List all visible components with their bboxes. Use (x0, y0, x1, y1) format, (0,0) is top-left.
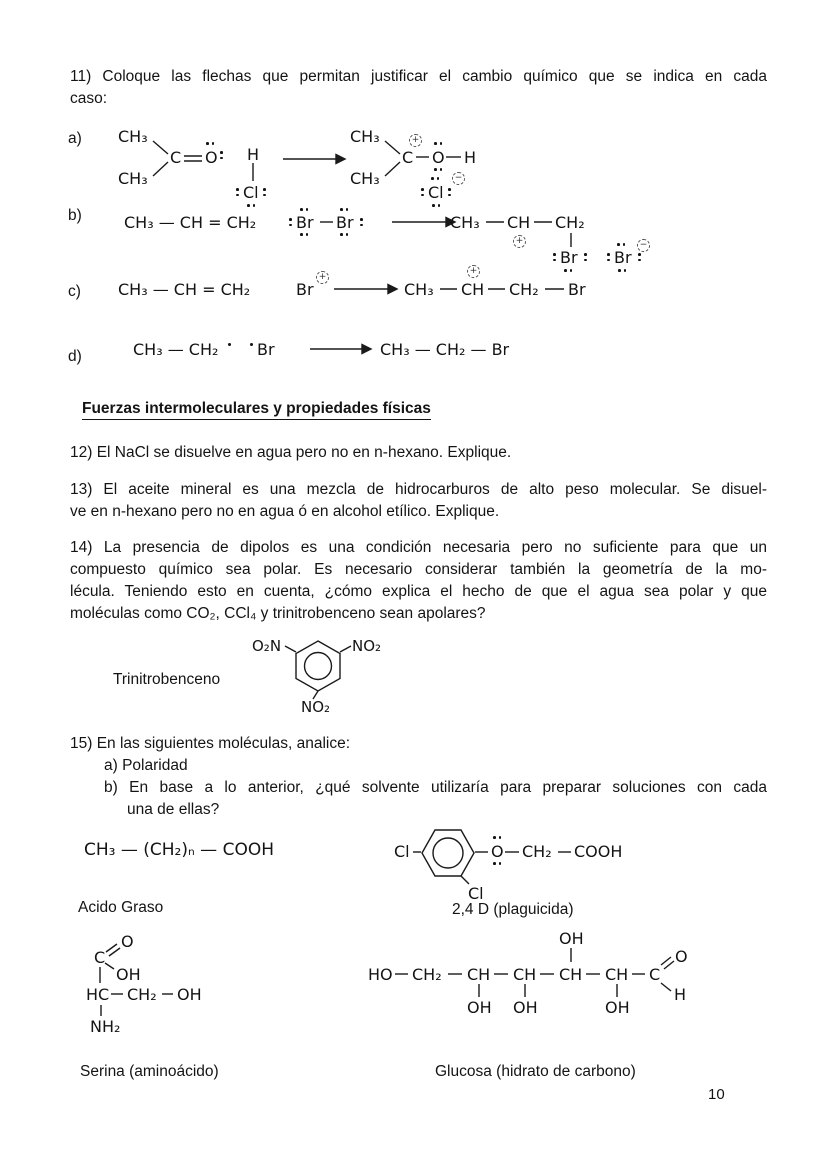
question-12-text (70, 442, 767, 464)
lone-pair-dots (236, 188, 239, 196)
lone-pair-dots (340, 208, 348, 211)
atom-ch: CH (467, 965, 491, 984)
atom-cl: Cl (243, 183, 259, 202)
question-15b-text (104, 777, 767, 821)
lone-pair-dots (360, 218, 363, 226)
atom-cl: Cl (468, 884, 484, 903)
molecule-label-24d: 2,4 D (plaguicida) (452, 901, 574, 918)
atom-o: O (675, 947, 688, 966)
atom-ch: CH (559, 965, 583, 984)
atom-o: O (121, 932, 134, 951)
atom-ch: CH (507, 213, 531, 232)
atom-c: C (94, 948, 106, 967)
question-15a-text (104, 755, 767, 777)
question-15-text (70, 733, 767, 755)
reaction-c-label: c) (68, 283, 81, 300)
atom-br: Br (296, 213, 314, 232)
lone-pair-dots (434, 142, 442, 145)
question-13-line: ve en n-hexano pero no en agua ó en alcohol etílico. Explique. (70, 503, 500, 520)
formula-propene: CH₃ — CH = CH₂ (124, 213, 257, 232)
formula-propene: CH₃ — CH = CH₂ (118, 280, 251, 299)
question-14-line: 14) La presencia de dipolos es una condición necesaria pero no suficiente para que un (70, 539, 767, 556)
lone-pair-dots (300, 233, 308, 236)
atom-oh: OH (605, 998, 630, 1017)
atom-br: Br (560, 248, 578, 267)
question-15a-line: a) Polaridad (104, 757, 188, 774)
atom-br: Br (296, 280, 314, 299)
atom-cl: Cl (394, 842, 410, 861)
atom-no2: NO₂ (352, 637, 382, 655)
atom-oh: OH (116, 965, 141, 984)
lone-pair-dots (493, 862, 501, 865)
lone-pair-dots (220, 151, 223, 159)
bond-line (461, 876, 469, 884)
atom-oh: OH (177, 985, 202, 1004)
atom-ch3: CH₃ (118, 127, 148, 146)
atom-br: Br (336, 213, 354, 232)
reaction-arrow (392, 218, 455, 227)
formula-fatty-acid: CH₃ — (CH₂)ₙ — COOH (84, 840, 275, 860)
question-14-text (70, 537, 767, 625)
plus-charge: + (513, 235, 526, 248)
atom-nh2: NH₂ (90, 1017, 121, 1036)
reaction-b-label: b) (68, 207, 82, 224)
atom-c: C (170, 148, 182, 167)
atom-br: Br (568, 280, 586, 299)
atom-ch2: CH₂ (509, 280, 539, 299)
lone-pair-dots (431, 177, 439, 180)
atom-h: H (247, 145, 260, 164)
bond-line (285, 646, 296, 652)
question-11-line: 11) Coloque las flechas que permitan justificar el cambio químico que se indica en cada (70, 68, 767, 85)
atom-br: Br (257, 340, 275, 359)
question-14-line: compuesto químico sea polar. Es necesario considerar también la geometría de la mo- (70, 561, 767, 578)
question-14-line: moléculas como CO₂, CCl₄ y trinitrobenceno sean apolares? (70, 605, 486, 622)
lone-pair-dots (618, 269, 626, 272)
section-heading: Fuerzas intermoleculares y propiedades físicas (82, 400, 431, 420)
benzene-ring (296, 641, 340, 691)
bond-line (105, 963, 114, 969)
lone-pair-dots (421, 188, 424, 196)
benzene-ring-circle (433, 838, 463, 868)
question-15b-line: una de ellas? (127, 801, 220, 818)
lone-pair-dots (206, 142, 214, 145)
atom-ch: CH (513, 965, 537, 984)
lone-pair-dots (289, 218, 292, 226)
question-12-line: 12) El NaCl se disuelve en agua pero no en n-hexano. Explique. (70, 444, 512, 461)
atom-ch2: CH₂ (522, 842, 552, 861)
lone-pair-dots (434, 168, 442, 171)
lone-pair-dots (564, 269, 572, 272)
lone-pair-dots (553, 253, 556, 261)
formula-bromoethane: CH₃ — CH₂ — Br (380, 340, 510, 359)
lone-pair-dots (584, 253, 587, 261)
bond-line (661, 983, 671, 991)
lone-pair-dots (607, 253, 610, 261)
lone-pair-dots (448, 188, 451, 196)
bond-line (340, 646, 351, 652)
atom-cooh: COOH (574, 842, 623, 861)
lone-pair-dots (432, 204, 440, 207)
minus-charge: − (452, 172, 465, 185)
question-14-line: lécula. Teniendo esto en cuenta, ¿cómo explica el hecho de que el agua sea polar y que (70, 583, 767, 600)
atom-cl: Cl (428, 183, 444, 202)
page-number: 10 (708, 1086, 725, 1103)
plus-charge: + (467, 265, 480, 278)
atom-c: C (402, 148, 414, 167)
atom-ch3: CH₃ (350, 127, 380, 146)
reaction-arrow (310, 345, 371, 354)
question-13-line: 13) El aceite mineral es una mezcla de hidrocarburos de alto peso molecular. Se disuel- (70, 481, 767, 498)
atom-ch3: CH₃ (450, 213, 480, 232)
atom-o: O (491, 842, 504, 861)
question-11-text (70, 66, 767, 110)
atom-c: C (649, 965, 661, 984)
lone-pair-dots (493, 836, 501, 839)
reaction-arrow (283, 155, 345, 164)
atom-ch: CH (461, 280, 485, 299)
atom-no2: NO₂ (301, 698, 331, 716)
question-15-line: 15) En las siguientes moléculas, analice: (70, 735, 351, 752)
lone-pair-dots (263, 188, 266, 196)
atom-h: H (674, 985, 687, 1004)
benzene-ring (422, 830, 474, 876)
question-11-line: caso: (70, 90, 108, 107)
atom-o: O (432, 148, 445, 167)
bond-line (385, 162, 400, 176)
atom-ho: HO (368, 965, 393, 984)
lone-pair-dots (638, 253, 641, 261)
plus-charge: + (316, 271, 329, 284)
atom-ch2: CH₂ (127, 985, 157, 1004)
formula-ethyl-radical: CH₃ — CH₂ (133, 340, 219, 359)
atom-ch3: CH₃ (404, 280, 434, 299)
benzene-ring-circle (305, 653, 332, 680)
molecule-label-serine: Serina (aminoácido) (80, 1063, 219, 1080)
lone-pair-dots (300, 208, 308, 211)
atom-h: H (464, 148, 477, 167)
molecule-label-glucose: Glucosa (hidrato de carbono) (435, 1063, 636, 1080)
lone-pair-dots (340, 233, 348, 236)
molecule-label-fatty-acid: Acido Graso (78, 899, 164, 916)
atom-ch3: CH₃ (118, 169, 148, 188)
plus-charge: + (409, 134, 422, 147)
atom-ch2: CH₂ (555, 213, 585, 232)
atom-ch: CH (605, 965, 629, 984)
atom-oh: OH (513, 998, 538, 1017)
question-15b-line: b) En base a lo anterior, ¿qué solvente utilizaría para preparar soluciones con cada (104, 779, 767, 796)
atom-ch2: CH₂ (412, 965, 442, 984)
bond-line (385, 141, 400, 154)
reaction-arrow (334, 285, 397, 294)
atom-hc: HC (86, 985, 110, 1004)
bond-line (153, 162, 168, 176)
question-13-text (70, 479, 767, 523)
lone-pair-dots (247, 204, 255, 207)
reaction-a-label: a) (68, 130, 82, 147)
atom-o2n: O₂N (252, 637, 282, 655)
bond-line (153, 141, 168, 154)
atom-oh: OH (467, 998, 492, 1017)
lone-pair-dots (617, 243, 625, 246)
minus-charge: − (637, 239, 650, 252)
atom-oh: OH (559, 929, 584, 948)
atom-o: O (205, 148, 218, 167)
atom-ch3: CH₃ (350, 169, 380, 188)
reaction-d-label: d) (68, 348, 82, 365)
atom-br: Br (614, 248, 632, 267)
molecule-label-trinitrobenzene: Trinitrobenceno (113, 671, 221, 688)
